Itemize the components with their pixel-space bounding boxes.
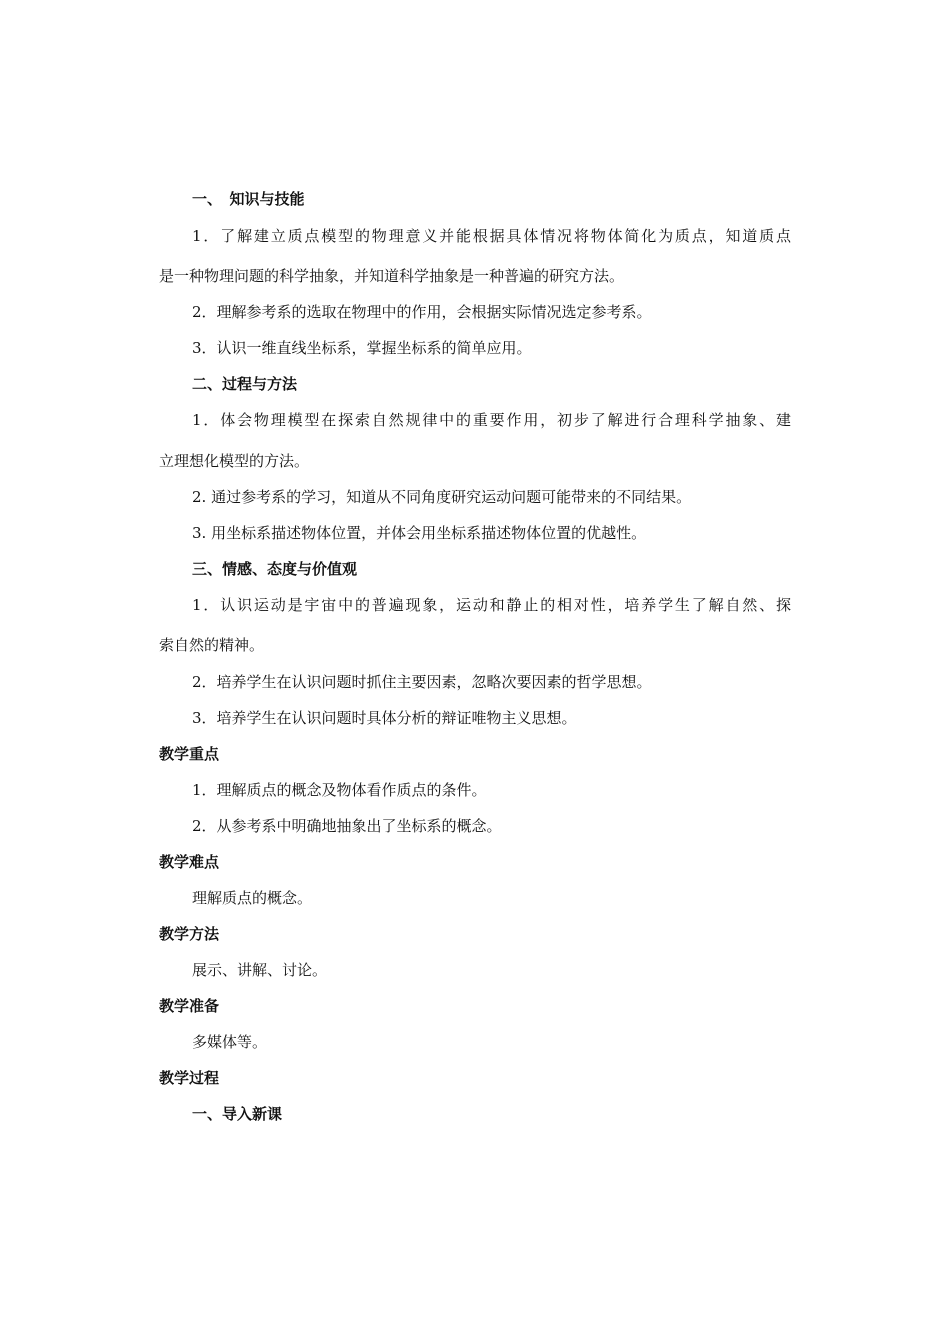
paragraph-process-1a: 1．体会物理模型在探索自然规律中的重要作用，初步了解进行合理科学抽象、建 (192, 411, 791, 429)
paragraph-emotion-1a: 1．认识运动是宇宙中的普遍现象，运动和静止的相对性，培养学生了解自然、探 (192, 596, 791, 614)
paragraph-knowledge-3: 3．认识一维直线坐标系，掌握坐标系的简单应用。 (192, 339, 532, 357)
paragraph-emotion-1b: 索自然的精神。 (159, 636, 265, 654)
paragraph-preparation: 多媒体等。 (192, 1033, 268, 1051)
paragraph-process-1b: 立理想化模型的方法。 (159, 452, 310, 470)
paragraph-knowledge-1a: 1．了解建立质点模型的物理意义并能根据具体情况将物体简化为质点，知道质点 (192, 227, 791, 245)
paragraph-process-2: 2. 通过参考系的学习，知道从不同角度研究运动问题可能带来的不同结果。 (192, 488, 692, 506)
paragraph-method: 展示、讲解、讨论。 (192, 961, 328, 979)
paragraph-key-points-2: 2．从参考系中明确地抽象出了坐标系的概念。 (192, 817, 502, 835)
paragraph-key-points-1: 1．理解质点的概念及物体看作质点的条件。 (192, 781, 487, 799)
paragraph-emotion-2: 2．培养学生在认识问题时抓住主要因素，忽略次要因素的哲学思想。 (192, 673, 652, 691)
heading-teaching-process: 教学过程 (159, 1069, 220, 1087)
heading-emotion-values: 三、情感、态度与价值观 (192, 560, 358, 578)
paragraph-difficulty: 理解质点的概念。 (192, 889, 313, 907)
heading-knowledge-skills: 一、 知识与技能 (192, 190, 305, 208)
heading-difficulty: 教学难点 (159, 853, 220, 871)
heading-method: 教学方法 (159, 925, 220, 943)
paragraph-knowledge-2: 2．理解参考系的选取在物理中的作用，会根据实际情况选定参考系。 (192, 303, 652, 321)
paragraph-knowledge-1b: 是一种物理问题的科学抽象，并知道科学抽象是一种普遍的研究方法。 (159, 267, 625, 285)
paragraph-emotion-3: 3．培养学生在认识问题时具体分析的辩证唯物主义思想。 (192, 709, 577, 727)
heading-preparation: 教学准备 (159, 997, 220, 1015)
heading-introduction: 一、导入新课 (192, 1105, 283, 1123)
heading-key-points: 教学重点 (159, 745, 220, 763)
heading-process-method: 二、过程与方法 (192, 375, 298, 393)
paragraph-process-3: 3. 用坐标系描述物体位置，并体会用坐标系描述物体位置的优越性。 (192, 524, 647, 542)
